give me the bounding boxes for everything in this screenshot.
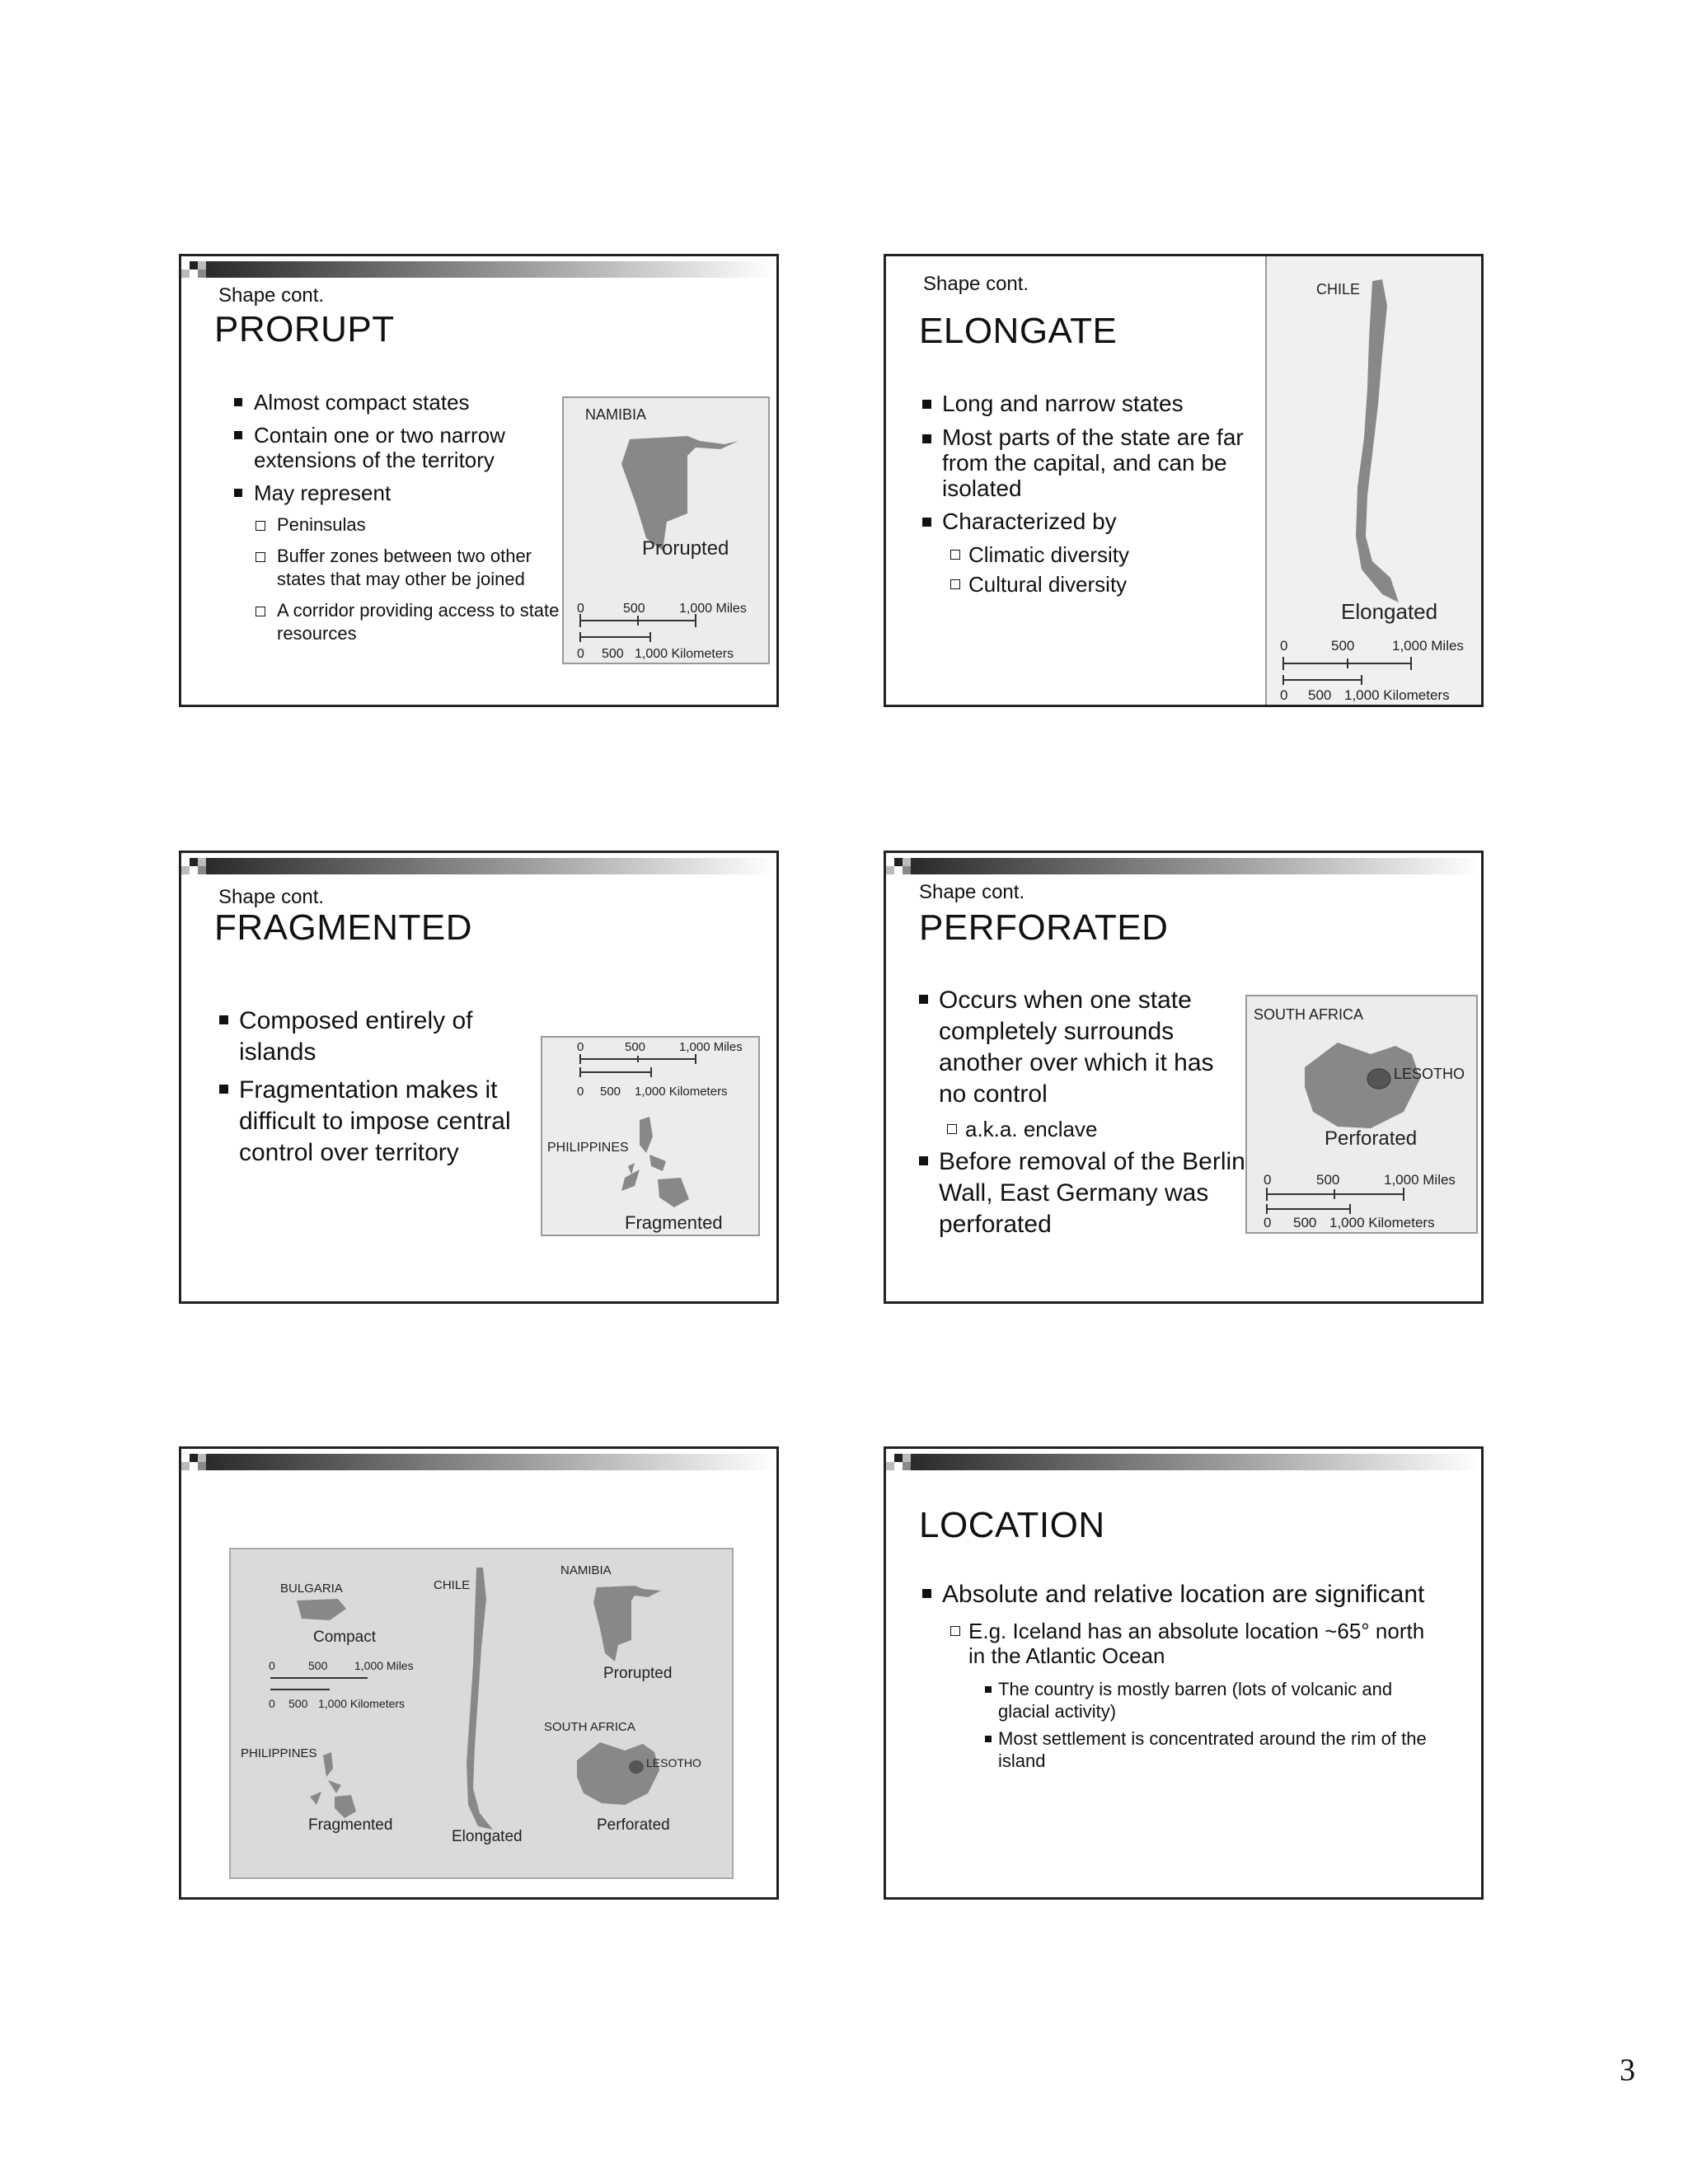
svg-text:500: 500: [623, 602, 645, 616]
namibia-shape: [593, 1586, 661, 1661]
slide-subtitle: Shape cont.: [923, 273, 1029, 295]
svg-text:SOUTH AFRICA: SOUTH AFRICA: [544, 1720, 635, 1734]
slide-prorupt: [179, 254, 779, 707]
svg-text:1,000 Kilometers: 1,000 Kilometers: [635, 647, 734, 661]
sub-bullet-item: E.g. Iceland has an absolute location ~65° north in the Atlantic Ocean: [949, 1619, 1447, 1668]
bullet-list: [231, 390, 569, 654]
bullet-item: Occurs when one state completely surrounds another over which it has no control: [916, 985, 1245, 1110]
sub-bullet-item: Climatic diversity: [949, 542, 1282, 567]
slide-header-bar: [886, 1454, 1481, 1475]
map-shape-label: Fragmented: [625, 1212, 723, 1233]
svg-text:1,000 Miles: 1,000 Miles: [1384, 1172, 1456, 1188]
svg-text:500: 500: [1331, 638, 1355, 654]
svg-text:Compact: Compact: [313, 1629, 377, 1646]
slide-title: LOCATION: [919, 1505, 1105, 1545]
bullet-item: Absolute and relative location are significant: [919, 1579, 1447, 1610]
svg-text:1,000 Kilometers: 1,000 Kilometers: [635, 1085, 728, 1099]
svg-text:1,000 Kilometers: 1,000 Kilometers: [1344, 687, 1450, 703]
philippines-shape: [310, 1752, 356, 1818]
svg-text:1,000 Miles: 1,000 Miles: [1392, 638, 1464, 654]
slide-location: [884, 1446, 1484, 1900]
svg-text:1,000 Kilometers: 1,000 Kilometers: [1329, 1215, 1435, 1230]
svg-text:0: 0: [577, 1085, 584, 1099]
bullet-list: [919, 1579, 1447, 1777]
slide-subtitle: Shape cont.: [919, 881, 1025, 903]
namibia-map: [562, 396, 770, 664]
svg-text:500: 500: [308, 1659, 328, 1672]
bullet-item: Composed entirely of islands: [216, 1005, 546, 1068]
bullet-item: Fragmentation makes it difficult to impose central control over territory: [216, 1075, 546, 1169]
bullet-item: Long and narrow states: [919, 390, 1282, 418]
svg-text:0: 0: [1264, 1215, 1272, 1230]
slide-fragmented: [179, 851, 779, 1304]
sub-bullet-item: Peninsulas: [254, 513, 569, 537]
svg-text:500: 500: [288, 1697, 308, 1710]
slide-subtitle: Shape cont.: [218, 886, 325, 908]
chile-map: [1265, 256, 1481, 705]
svg-text:BULGARIA: BULGARIA: [280, 1582, 343, 1596]
slide-title: ELONGATE: [919, 311, 1118, 351]
svg-text:Prorupted: Prorupted: [603, 1665, 673, 1682]
map-shape-label: Perforated: [1325, 1127, 1418, 1150]
svg-text:500: 500: [602, 647, 624, 661]
slide-title: PRORUPT: [214, 309, 395, 349]
svg-text:NAMIBIA: NAMIBIA: [560, 1563, 612, 1577]
slide-header-bar: [886, 858, 1481, 879]
svg-text:500: 500: [600, 1085, 621, 1099]
svg-text:0: 0: [269, 1659, 275, 1672]
south-africa-map: [1245, 995, 1478, 1234]
namibia-shape: [621, 436, 738, 551]
slide-elongate: [884, 254, 1484, 707]
map-country-label: SOUTH AFRICA: [1254, 1006, 1364, 1023]
svg-text:Elongated: Elongated: [452, 1828, 523, 1845]
sub-bullet-item: a.k.a. enclave: [945, 1117, 1245, 1141]
svg-text:500: 500: [625, 1040, 646, 1054]
sub-bullet-item: A corridor providing access to state resources: [254, 599, 569, 645]
sub-sub-bullet-item: Most settlement is concentrated around the rim of the island: [983, 1727, 1447, 1772]
state-shapes-map: [229, 1548, 734, 1879]
bullet-item: Contain one or two narrow extensions of the territory: [231, 423, 569, 472]
svg-text:0: 0: [577, 647, 584, 661]
map-shape-label: Elongated: [1341, 599, 1438, 624]
svg-text:0: 0: [269, 1697, 275, 1710]
svg-text:Perforated: Perforated: [597, 1816, 670, 1834]
lesotho-shape: [629, 1760, 644, 1774]
enclave-label: LESOTHO: [1394, 1066, 1465, 1082]
sub-bullet-item: Buffer zones between two other states that may other be joined: [254, 545, 569, 591]
svg-text:1,000 Kilometers: 1,000 Kilometers: [318, 1697, 406, 1710]
bullet-item: Almost compact states: [231, 390, 569, 415]
philippines-shape: [621, 1117, 689, 1207]
svg-text:0: 0: [1264, 1172, 1272, 1188]
map-country-label: PHILIPPINES: [547, 1141, 629, 1155]
svg-text:500: 500: [1316, 1172, 1340, 1188]
bullet-list: [916, 985, 1245, 1247]
slide-header-bar: [181, 1454, 776, 1475]
bullet-item: Before removal of the Berlin Wall, East Germany was perforated: [916, 1146, 1245, 1240]
svg-text:0: 0: [577, 602, 584, 616]
svg-text:0: 0: [1280, 638, 1288, 654]
svg-text:1,000 Miles: 1,000 Miles: [679, 1040, 743, 1054]
page-number: 3: [1620, 2053, 1635, 2088]
south-africa-shape: [1305, 1043, 1420, 1128]
chile-shape: [467, 1568, 493, 1830]
chile-shape: [1356, 279, 1399, 602]
bullet-list: [919, 390, 1282, 602]
slide-perforated: [884, 851, 1484, 1304]
bullet-item: Most parts of the state are far from the capital, and can be isolated: [919, 424, 1282, 501]
svg-text:1,000 Miles: 1,000 Miles: [679, 602, 747, 616]
svg-text:500: 500: [1293, 1215, 1317, 1230]
map-country-label: NAMIBIA: [585, 406, 647, 423]
bullet-item: Characterized by: [919, 508, 1282, 536]
svg-text:Fragmented: Fragmented: [308, 1816, 393, 1834]
bullet-list: [216, 1005, 546, 1175]
slide-subtitle: Shape cont.: [218, 284, 325, 307]
bulgaria-shape: [297, 1599, 346, 1620]
svg-text:0: 0: [1280, 687, 1288, 703]
bullet-item: May represent: [231, 480, 569, 505]
svg-text:1,000 Miles: 1,000 Miles: [354, 1659, 414, 1672]
map-country-label: CHILE: [1316, 281, 1361, 298]
slide-header-bar: [181, 261, 776, 283]
slide-header-bar: [181, 858, 776, 879]
svg-text:PHILIPPINES: PHILIPPINES: [241, 1746, 317, 1760]
slide-title: FRAGMENTED: [214, 907, 472, 948]
slide-shapes-map: [179, 1446, 779, 1900]
map-shape-label: Prorupted: [642, 537, 729, 560]
south-africa-shape: [577, 1742, 659, 1805]
philippines-map: [541, 1036, 760, 1236]
lesotho-shape: [1367, 1069, 1390, 1089]
svg-text:500: 500: [1308, 687, 1332, 703]
sub-sub-bullet-item: The country is mostly barren (lots of volcanic and glacial activity): [983, 1678, 1447, 1722]
slide-title: PERFORATED: [919, 907, 1169, 948]
svg-text:0: 0: [577, 1040, 584, 1054]
sub-bullet-item: Cultural diversity: [949, 572, 1282, 597]
svg-text:CHILE: CHILE: [434, 1578, 471, 1592]
svg-text:LESOTHO: LESOTHO: [646, 1756, 701, 1769]
